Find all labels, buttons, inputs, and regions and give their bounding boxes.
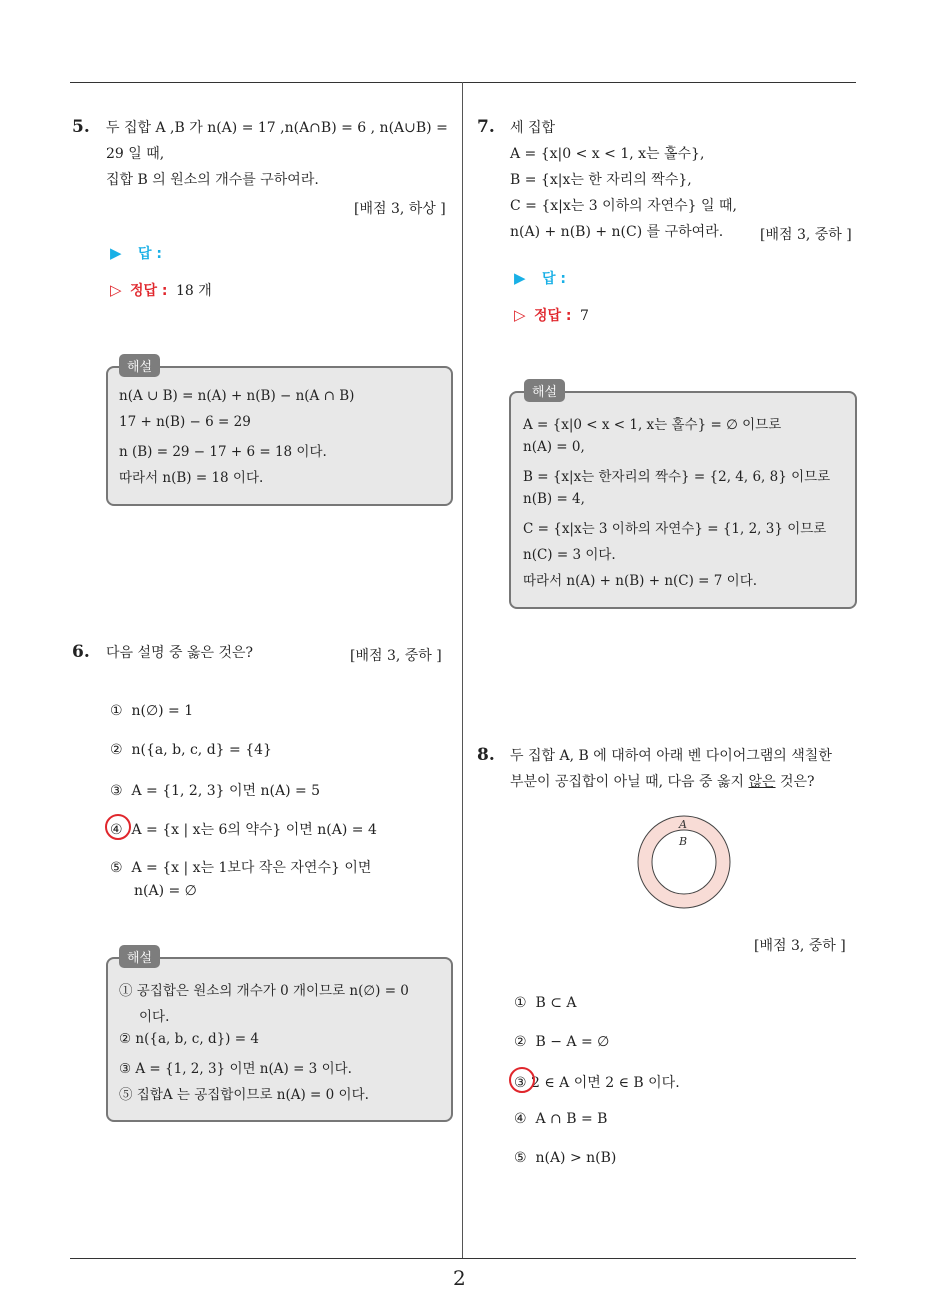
explanation-line: n (B) = 29 − 17 + 6 = 18 이다. (119, 444, 327, 460)
question-text: 부분이 공집합이 아닐 때, 다음 중 옳지 않은 것은? (510, 774, 815, 790)
selected-answer-mark (509, 1067, 535, 1093)
question-text: 세 집합 (510, 120, 556, 136)
explanation-line: A = {x|0 < x < 1, x는 홀수} = ∅ 이므로 (523, 417, 782, 433)
play-icon: ▶ (110, 244, 122, 262)
explanation-tag: 해설 (119, 945, 160, 968)
question-text: 두 집합 A ,B 가 n(A) = 17 ,n(A∩B) = 6 , n(A∪B) = (106, 120, 448, 136)
question-number: 6. (72, 642, 90, 662)
option-5-continuation: n(A) = ∅ (134, 883, 197, 899)
question-text: 두 집합 A, B 에 대하여 아래 벤 다이어그램의 색칠한 (510, 748, 832, 764)
explanation-line: 17 + n(B) − 6 = 29 (119, 414, 251, 430)
score-label: [배점 3, 중하 ] (760, 227, 852, 243)
explanation-line: ⑤ 집합A 는 공집합이므로 n(A) = 0 이다. (119, 1087, 369, 1103)
page-number: 2 (453, 1266, 466, 1290)
explanation-tag: 해설 (119, 354, 160, 377)
explanation-line: n(A) = 0, (523, 439, 585, 455)
answer-row (110, 243, 162, 263)
outline-play-icon: ▷ (110, 281, 122, 299)
option-3[interactable]: ③ 2 ∈ A 이면 2 ∈ B 이다. (514, 1075, 680, 1091)
correct-label: 정답 : (534, 308, 572, 324)
explanation-line: ① 공집합은 원소의 개수가 0 개이므로 n(∅) = 0 (119, 983, 409, 999)
question-number: 7. (477, 117, 495, 137)
option-1[interactable]: ① n(∅) = 1 (110, 703, 194, 719)
question-text: n(A) + n(B) + n(C) 를 구하여라. (510, 224, 724, 240)
explanation-line: ③ A = {1, 2, 3} 이면 n(A) = 3 이다. (119, 1061, 352, 1077)
explanation-box (106, 366, 453, 506)
option-2[interactable]: ② B − A = ∅ (514, 1034, 610, 1050)
question-text: 집합 B 의 원소의 개수를 구하여라. (106, 172, 319, 188)
option-3[interactable]: ③ A = {1, 2, 3} 이면 n(A) = 5 (110, 783, 321, 799)
answer-label: 답 : (138, 246, 162, 262)
explanation-line: n(A ∪ B) = n(A) + n(B) − n(A ∩ B) (119, 388, 355, 404)
explanation-line: n(C) = 3 이다. (523, 547, 616, 563)
explanation-box (106, 957, 453, 1122)
option-4[interactable]: ④ A ∩ B = B (514, 1111, 608, 1127)
play-icon: ▶ (514, 269, 526, 287)
explanation-line: B = {x|x는 한자리의 짝수} = {2, 4, 6, 8} 이므로 (523, 469, 831, 485)
score-label: [배점 3, 중하 ] (350, 648, 442, 664)
answer-label: 답 : (542, 271, 566, 287)
question-text: B = {x|x는 한 자리의 짝수}, (510, 172, 692, 188)
question-text: 다음 설명 중 옳은 것은? (106, 645, 254, 661)
option-2[interactable]: ② n({a, b, c, d} = {4} (110, 742, 272, 758)
explanation-line: C = {x|x는 3 이하의 자연수} = {1, 2, 3} 이므로 (523, 521, 827, 537)
outline-play-icon: ▷ (514, 306, 526, 324)
explanation-line: 따라서 n(B) = 18 이다. (119, 470, 264, 486)
correct-label: 정답 : (130, 283, 168, 299)
option-4[interactable]: ④ A = {x | x는 6의 약수} 이면 n(A) = 4 (110, 822, 377, 838)
question-text: C = {x|x는 3 이하의 자연수} 일 때, (510, 198, 737, 214)
correct-answer-row (514, 305, 589, 325)
score-label: [배점 3, 하상 ] (354, 201, 446, 217)
explanation-line: ② n({a, b, c, d}) = 4 (119, 1031, 259, 1047)
top-rule (70, 82, 856, 83)
column-divider (462, 82, 463, 1259)
explanation-line: n(B) = 4, (523, 491, 585, 507)
option-5[interactable]: ⑤ A = {x | x는 1보다 작은 자연수} 이면 (110, 860, 372, 876)
question-number: 8. (477, 745, 495, 765)
explanation-line: 따라서 n(A) + n(B) + n(C) = 7 이다. (523, 573, 758, 589)
selected-answer-mark (105, 814, 131, 840)
correct-value: 7 (579, 308, 589, 324)
explanation-box (509, 391, 857, 609)
answer-row (514, 268, 566, 288)
set-b-label: B (679, 835, 688, 848)
question-text: 29 일 때, (106, 146, 165, 162)
option-5[interactable]: ⑤ n(A) > n(B) (514, 1150, 617, 1166)
explanation-line: 이다. (139, 1009, 170, 1025)
question-text: A = {x|0 < x < 1, x는 홀수}, (510, 146, 705, 162)
bottom-rule (70, 1258, 856, 1259)
correct-value: 18 개 (175, 283, 212, 299)
explanation-tag: 해설 (524, 379, 565, 402)
venn-diagram (636, 812, 736, 912)
correct-answer-row (110, 280, 212, 300)
set-a-label: A (679, 818, 687, 831)
option-1[interactable]: ① B ⊂ A (514, 995, 577, 1011)
question-number: 5. (72, 117, 90, 137)
score-label: [배점 3, 중하 ] (754, 938, 846, 954)
